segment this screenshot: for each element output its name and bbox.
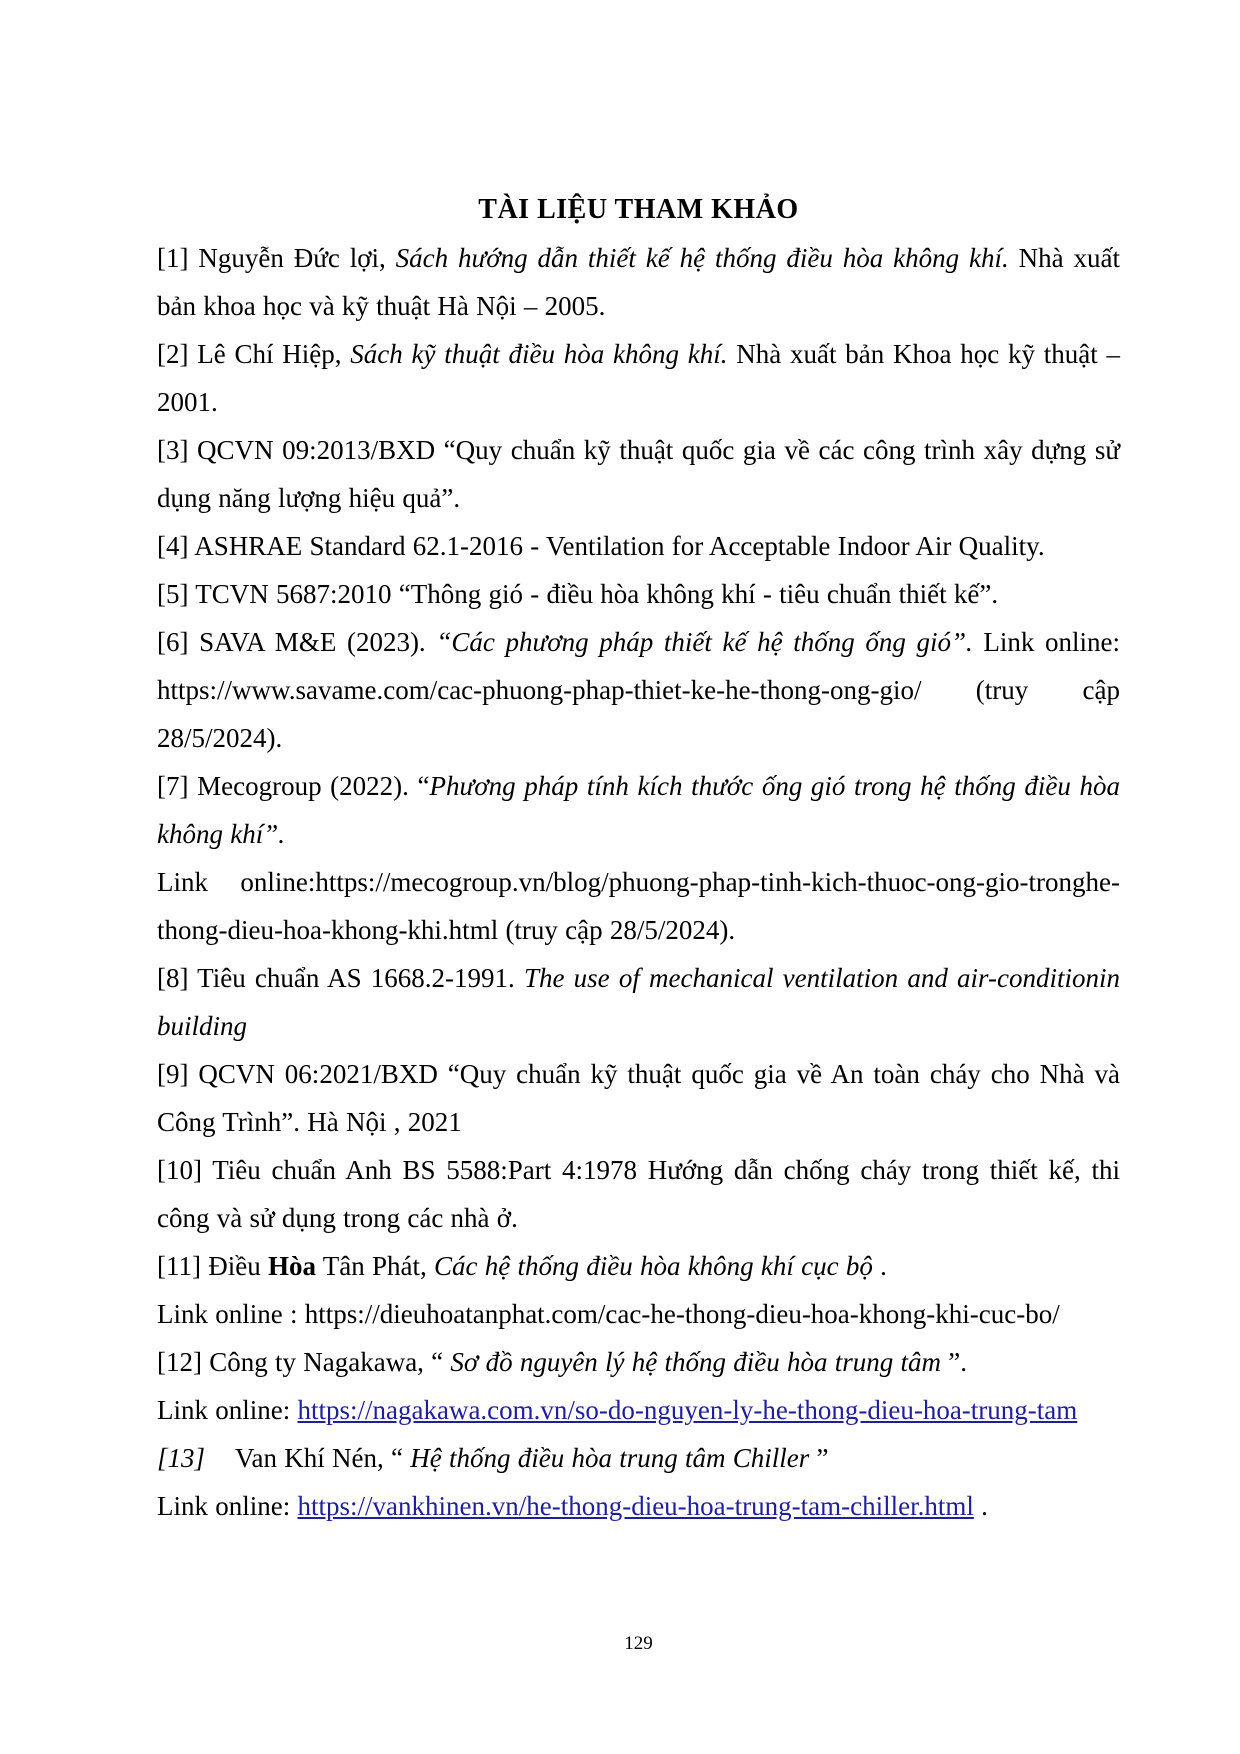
reference-text-bold: Hòa (267, 1251, 316, 1281)
reference-text: [5] TCVN 5687:2010 “Thông gió - điều hòa không khí - tiêu chuẩn thiết kế”. (157, 579, 999, 609)
reference-item-7-link-line (157, 858, 1120, 954)
reference-item-12 (157, 1338, 1120, 1386)
hyperlink-vankhinen[interactable]: https://vankhinen.vn/he-thong-dieu-hoa-trung-tam-chiller.html (297, 1491, 974, 1521)
reference-text: [9] QCVN 06:2021/BXD “Quy chuẩn kỹ thuật quốc gia về An toàn cháy cho Nhà và Công Trình”. Hà Nội , 2021 (157, 1059, 1120, 1137)
reference-article-title: Phương pháp tính kích thước ống gió trong hệ thống điều hòa không khí”. (157, 771, 1120, 849)
reference-number-italic: [13] (157, 1443, 206, 1473)
reference-text: [1] Nguyễn Đức lợi, (157, 243, 396, 273)
reference-item-2 (157, 330, 1120, 426)
reference-item-1 (157, 234, 1120, 330)
reference-text: Van Khí Nén, “ (235, 1443, 411, 1473)
hyperlink-nagakawa[interactable]: https://nagakawa.com.vn/so-do-nguyen-ly-he-thong-dieu-hoa-trung-tam (297, 1395, 1078, 1425)
reference-text: [4] ASHRAE Standard 62.1-2016 - Ventilation for Acceptable Indoor Air Quality. (157, 531, 1045, 561)
reference-text: Nhà xuất bản Khoa học kỹ thuật – 2001. (157, 339, 1121, 417)
link-label: Link online: (157, 1491, 298, 1521)
reference-book-title: Sách hướng dẫn thiết kế hệ thống điều hòa không khí. (395, 243, 1009, 273)
reference-item-13-link-line (157, 1482, 1120, 1530)
reference-text: [6] SAVA M&E (2023). (157, 627, 437, 657)
reference-item-13 (157, 1434, 1120, 1482)
page-number: 129 (624, 1633, 653, 1654)
reference-article-title: Các hệ thống điều hòa không khí cục bộ (433, 1251, 873, 1281)
reference-text: [3] QCVN 09:2013/BXD “Quy chuẩn kỹ thuật quốc gia về các công trình xây dựng sử dụng năng lượng hiệu quả”. (157, 435, 1120, 513)
reference-item-6 (157, 618, 1120, 762)
link-label: Link online: (157, 1395, 298, 1425)
reference-text: [10] Tiêu chuẩn Anh BS 5588:Part 4:1978 Hướng dẫn chống cháy trong thiết kế, thi công và sử dụng trong các nhà ở. (157, 1155, 1120, 1233)
reference-text: [7] Mecogroup (2022). “ (157, 771, 430, 801)
page-title: TÀI LIỆU THAM KHẢO (478, 194, 799, 225)
reference-item-10 (157, 1146, 1120, 1242)
reference-text: [11] Điều (157, 1251, 268, 1281)
reference-article-title: Hệ thống điều hòa trung tâm Chiller (410, 1443, 810, 1473)
reference-book-title: The use of mechanical ventilation and air-conditionin building (157, 963, 1120, 1041)
reference-text: ” (809, 1443, 829, 1473)
reference-text: Nhà xuất bản khoa học và kỹ thuật Hà Nội – 2005. (157, 243, 1121, 321)
reference-text: . (973, 1491, 988, 1521)
reference-item-3 (157, 426, 1120, 522)
reference-item-7 (157, 762, 1120, 858)
reference-article-title: Sơ đồ nguyên lý hệ thống điều hòa trung tâm (450, 1347, 942, 1377)
reference-item-9 (157, 1050, 1120, 1146)
reference-text: [2] Lê Chí Hiệp, (157, 339, 351, 369)
reference-text: Link online: https://www.savame.com/cac-phuong-phap-thiet-ke-he-thong-ong-gio/ (truy cập 28/5/2024). (157, 627, 1121, 753)
reference-article-title: “Các phương pháp thiết kế hệ thống ống gió”. (436, 627, 973, 657)
reference-text: Tân Phát, (315, 1251, 434, 1281)
reference-text: ”. (941, 1347, 967, 1377)
reference-url-text: Link online:https://mecogroup.vn/blog/phuong-phap-tinh-kich-thuoc-ong-gio-tronghe-thong-dieu-hoa-khong-khi.html (truy cập 28/5/2024). (157, 867, 1120, 945)
reference-text: . (872, 1251, 887, 1281)
reference-url-text: Link online : https://dieuhoatanphat.com/cac-he-thong-dieu-hoa-khong-khi-cuc-bo/ (157, 1299, 1060, 1329)
reference-item-11 (157, 1242, 1120, 1290)
reference-book-title: Sách kỹ thuật điều hòa không khí. (350, 339, 728, 369)
reference-item-8 (157, 954, 1120, 1050)
reference-item-5 (157, 570, 1120, 618)
reference-text: [8] Tiêu chuẩn AS 1668.2-1991. (157, 963, 524, 993)
reference-item-11-link-line (157, 1290, 1120, 1338)
reference-item-12-link-line (157, 1386, 1120, 1434)
reference-item-4 (157, 522, 1120, 570)
reference-text: [12] Công ty Nagakawa, “ (157, 1347, 451, 1377)
